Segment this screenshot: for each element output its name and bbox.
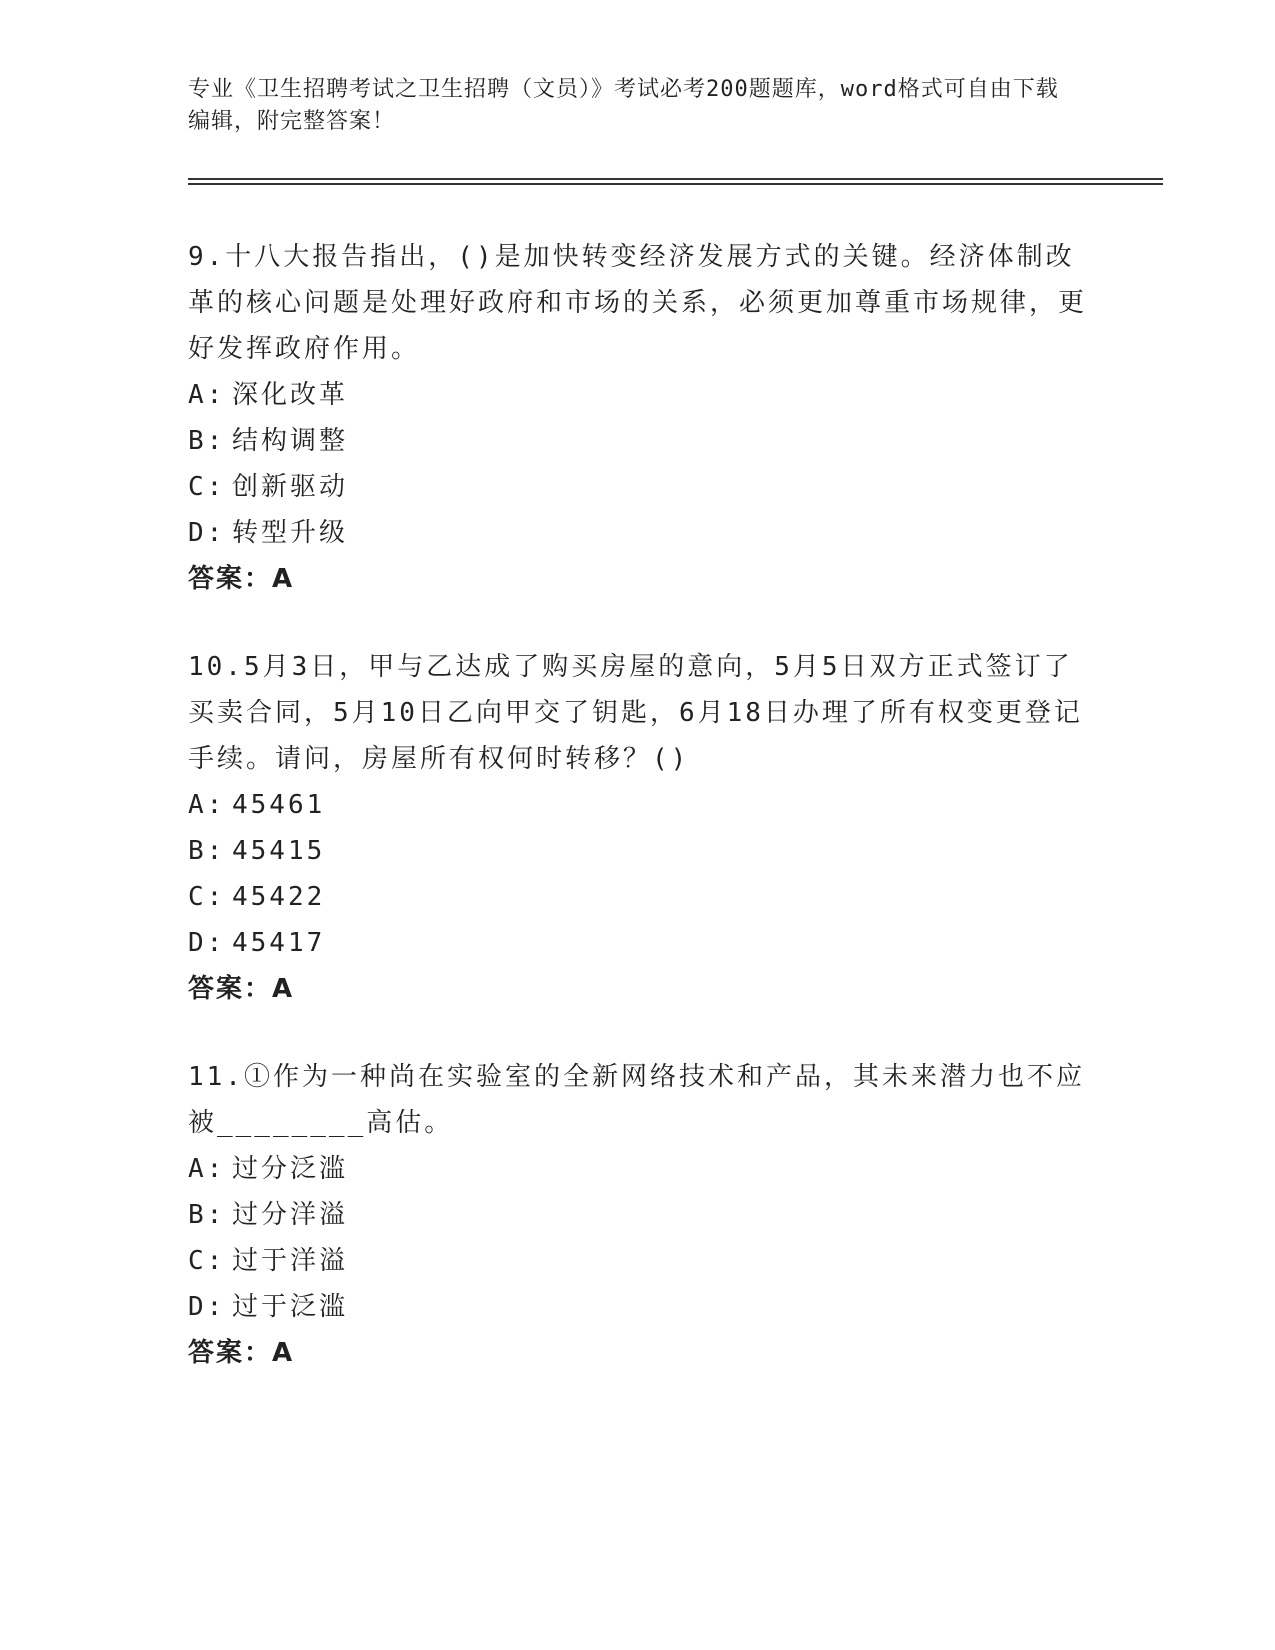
- option-text: 过于泛滥: [232, 1292, 349, 1322]
- option-a: [188, 1146, 1088, 1192]
- question-11: [188, 1054, 1088, 1376]
- option-text: 45461: [232, 790, 326, 820]
- question-stem: 9.十八大报告指出，()是加快转变经济发展方式的关键。经济体制改革的核心问题是处理好政府和市场的关系，必须更加尊重市场规律，更好发挥政府作用。: [188, 242, 1088, 364]
- answer-line: 答案：A: [188, 974, 295, 1004]
- header-rule-bottom: [188, 183, 1163, 185]
- option-b: [188, 1192, 1088, 1238]
- option-text: 深化改革: [232, 380, 349, 410]
- option-letter: A:: [188, 380, 226, 410]
- option-letter: A:: [188, 790, 226, 820]
- option-letter: B:: [188, 836, 226, 866]
- option-c: [188, 874, 1088, 920]
- option-text: 创新驱动: [232, 472, 349, 502]
- option-text: 转型升级: [232, 518, 349, 548]
- answer-line: 答案：A: [188, 564, 295, 594]
- option-text: 45422: [232, 882, 326, 912]
- option-b: [188, 418, 1088, 464]
- option-text: 45417: [232, 928, 326, 958]
- option-text: 结构调整: [232, 426, 349, 456]
- option-text: 过分洋溢: [232, 1200, 349, 1230]
- option-letter: B:: [188, 1200, 226, 1230]
- option-d: [188, 510, 1088, 556]
- answer-line: 答案：A: [188, 1338, 295, 1368]
- option-a: [188, 782, 1088, 828]
- option-letter: C:: [188, 472, 226, 502]
- option-text: 过分泛滥: [232, 1154, 349, 1184]
- header-rule-top: [188, 178, 1163, 180]
- option-letter: D:: [188, 518, 226, 548]
- option-d: [188, 1284, 1088, 1330]
- question-stem: 11.①作为一种尚在实验室的全新网络技术和产品，其未来潜力也不应被________高估。: [188, 1062, 1085, 1138]
- question-stem: 10.5月3日，甲与乙达成了购买房屋的意向，5月5日双方正式签订了买卖合同，5月10日乙向甲交了钥匙，6月18日办理了所有权变更登记手续。请问，房屋所有权何时转移？(): [188, 652, 1083, 774]
- option-text: 45415: [232, 836, 326, 866]
- option-b: [188, 828, 1088, 874]
- question-9: [188, 234, 1088, 602]
- option-letter: C:: [188, 882, 226, 912]
- option-c: [188, 464, 1088, 510]
- option-text: 过于洋溢: [232, 1246, 349, 1276]
- question-10: [188, 644, 1088, 1012]
- option-letter: C:: [188, 1246, 226, 1276]
- option-d: [188, 920, 1088, 966]
- option-a: [188, 372, 1088, 418]
- question-list: [188, 234, 1088, 1418]
- option-letter: D:: [188, 1292, 226, 1322]
- option-c: [188, 1238, 1088, 1284]
- option-letter: B:: [188, 426, 226, 456]
- option-letter: D:: [188, 928, 226, 958]
- option-letter: A:: [188, 1154, 226, 1184]
- document-intro: 专业《卫生招聘考试之卫生招聘（文员）》考试必考200题题库，word格式可自由下载编辑，附完整答案！: [188, 77, 1059, 134]
